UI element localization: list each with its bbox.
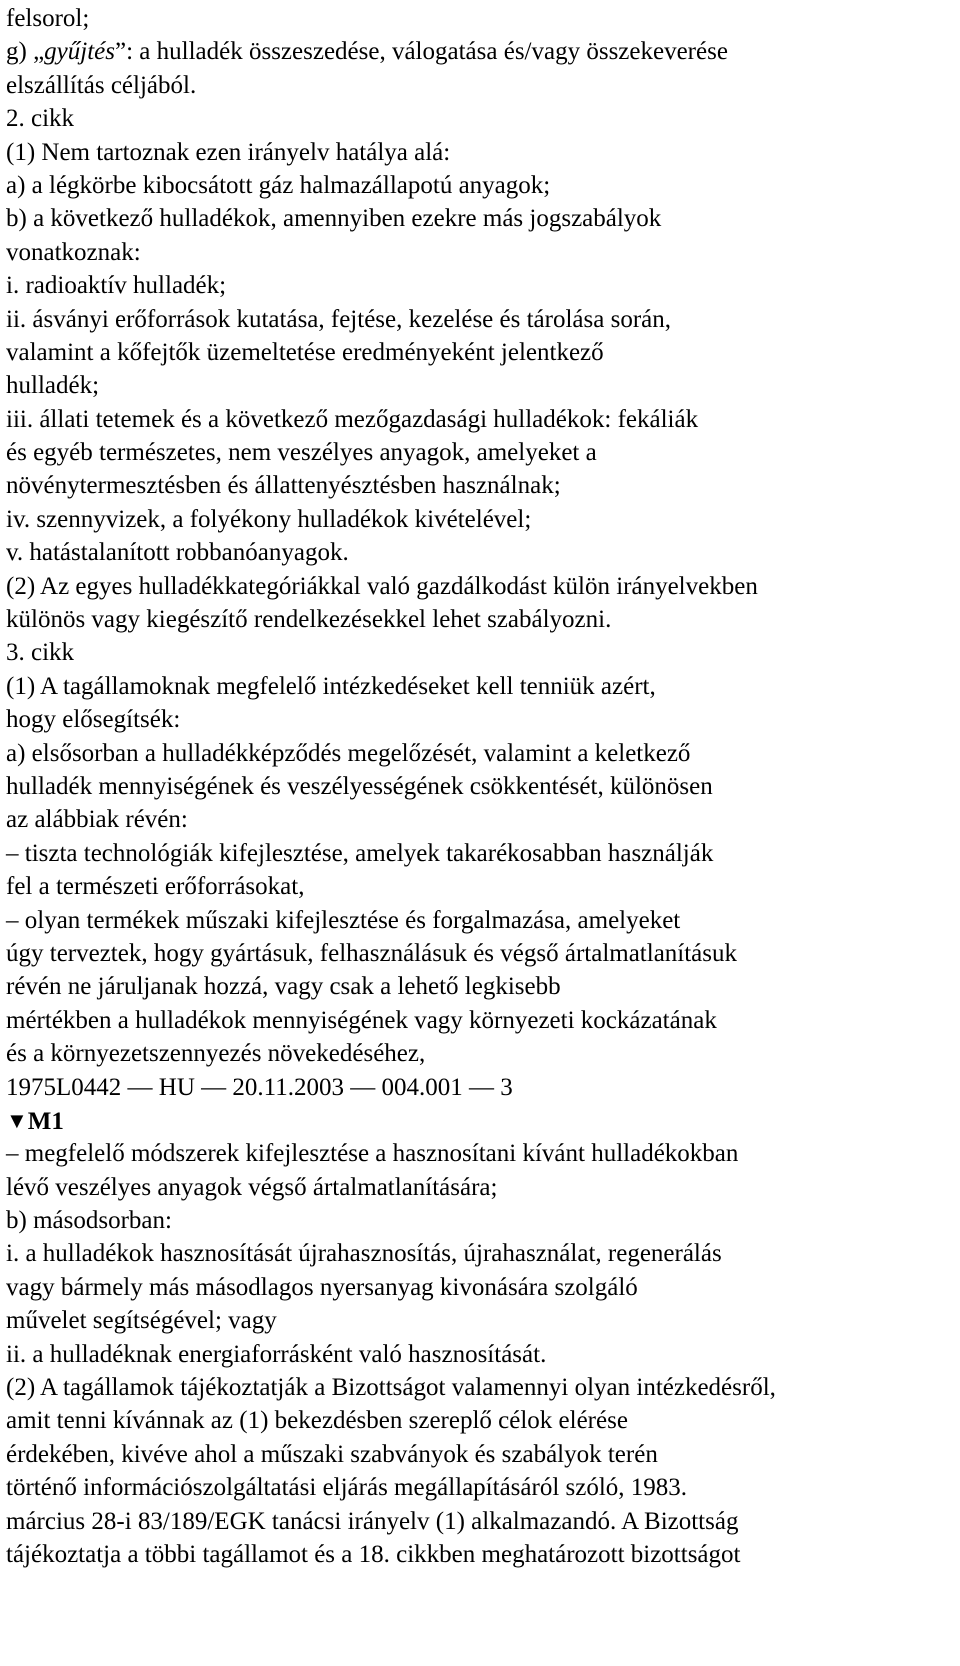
defined-term: gyűjtés [44, 38, 115, 66]
list-item: a) a légkörbe kibocsátott gáz halmazállapotú anyagok; [6, 171, 551, 199]
text-line: felsorol; [6, 5, 90, 32]
list-item: a) elsősorban a hulladékképződés megelőzését, valamint a keletkező [6, 739, 691, 767]
sub-list-item: iv. szennyvizek, a folyékony hulladékok kivételével; [6, 505, 532, 533]
paragraph-start: (2) Az egyes hulladékkategóriákkal való gazdálkodást külön irányelvekben [6, 572, 758, 600]
text-line: valamint a kőfejtők üzemeltetése eredményeként jelentkező [6, 338, 604, 366]
list-item: b) a következő hulladékok, amennyiben ezekre más jogszabályok [6, 205, 662, 233]
document-body [6, 2, 954, 1571]
paragraph-start: (1) Nem tartoznak ezen irányelv hatálya alá: [6, 138, 451, 166]
definition-text: ”: a hulladék összeszedése, válogatása és/vagy összekeverése [115, 38, 728, 66]
text-line: hulladék; [6, 372, 100, 400]
text-line: elszállítás céljából. [6, 71, 197, 99]
sub-list-item: i. radioaktív hulladék; [6, 272, 227, 300]
text-line: különös vagy kiegészítő rendelkezésekkel lehet szabályozni. [6, 606, 612, 634]
text-line: hulladék mennyiségének és veszélyességének csökkentését, különösen [6, 772, 713, 800]
paragraph-start: (2) A tagállamok tájékoztatják a Bizottságot valamennyi olyan intézkedésről, [6, 1374, 776, 1402]
text-line: fel a természeti erőforrásokat, [6, 873, 305, 901]
text-line: úgy terveztek, hogy gyártásuk, felhasználásuk és végső ártalmatlanításuk [6, 939, 738, 967]
dash-list-item: – olyan termékek műszaki kifejlesztése és forgalmazása, amelyeket [6, 906, 681, 934]
text-line: amit tenni kívánnak az (1) bekezdésben szereplő célok elérése [6, 1407, 628, 1435]
sub-list-item: i. a hulladékok hasznosítását újrahasznosítás, újrahasználat, regenerálás [6, 1240, 722, 1268]
triangle-down-icon: ▼ [6, 1107, 28, 1133]
definition-prefix: g) „ [6, 38, 45, 66]
text-line: történő információszolgáltatási eljárás megállapításáról szóló, 1983. [6, 1474, 688, 1502]
text-line: hogy elősegítsék: [6, 706, 181, 734]
text-line: és a környezetszennyezés növekedéséhez, [6, 1040, 426, 1068]
text-line: lévő veszélyes anyagok végső ártalmatlanítására; [6, 1173, 498, 1201]
dash-list-item: – megfelelő módszerek kifejlesztése a hasznosítani kívánt hulladékokban [6, 1140, 739, 1168]
text-line: révén ne járuljanak hozzá, vagy csak a lehető legkisebb [6, 973, 561, 1001]
text-line: és egyéb természetes, nem veszélyes anyagok, amelyeket a [6, 439, 597, 467]
dash-list-item: – tiszta technológiák kifejlesztése, amelyek takarékosabban használják [6, 839, 714, 867]
text-line: vagy bármely más másodlagos nyersanyag kivonására szolgáló [6, 1273, 638, 1301]
text-line: az alábbiak révén: [6, 806, 188, 834]
text-line: művelet segítségével; vagy [6, 1307, 277, 1335]
text-line: érdekében, kivéve ahol a műszaki szabványok és szabályok terén [6, 1440, 658, 1468]
amendment-marker [6, 1104, 954, 1137]
text-line: mértékben a hulladékok mennyiségének vagy környezeti kockázatának [6, 1006, 717, 1034]
text-line: vonatkoznak: [6, 238, 141, 266]
paragraph-start: (1) A tagállamoknak megfelelő intézkedéseket kell tenniük azért, [6, 672, 656, 700]
sub-list-item: ii. a hulladéknak energiaforrásként való hasznosítását. [6, 1340, 547, 1368]
sub-list-item: v. hatástalanított robbanóanyagok. [6, 539, 349, 567]
definition-g [6, 35, 954, 68]
text-line: növénytermesztésben és állattenyésztésben használnak; [6, 472, 561, 500]
text-line: tájékoztatja a többi tagállamot és a 18. cikkben meghatározott bizottságot [6, 1540, 741, 1568]
sub-list-item: ii. ásványi erőforrások kutatása, fejtése, kezelése és tárolása során, [6, 305, 671, 333]
amendment-label: M1 [27, 1107, 64, 1135]
list-item: b) másodsorban: [6, 1207, 172, 1235]
article-heading: 2. cikk [6, 105, 75, 133]
document-reference: 1975L0442 — HU — 20.11.2003 — 004.001 — 3 [6, 1073, 513, 1101]
sub-list-item: iii. állati tetemek és a következő mezőgazdasági hulladékok: fekáliák [6, 405, 699, 433]
article-heading: 3. cikk [6, 639, 75, 667]
text-line: március 28-i 83/189/EGK tanácsi irányelv (1) alkalmazandó. A Bizottság [6, 1507, 739, 1535]
